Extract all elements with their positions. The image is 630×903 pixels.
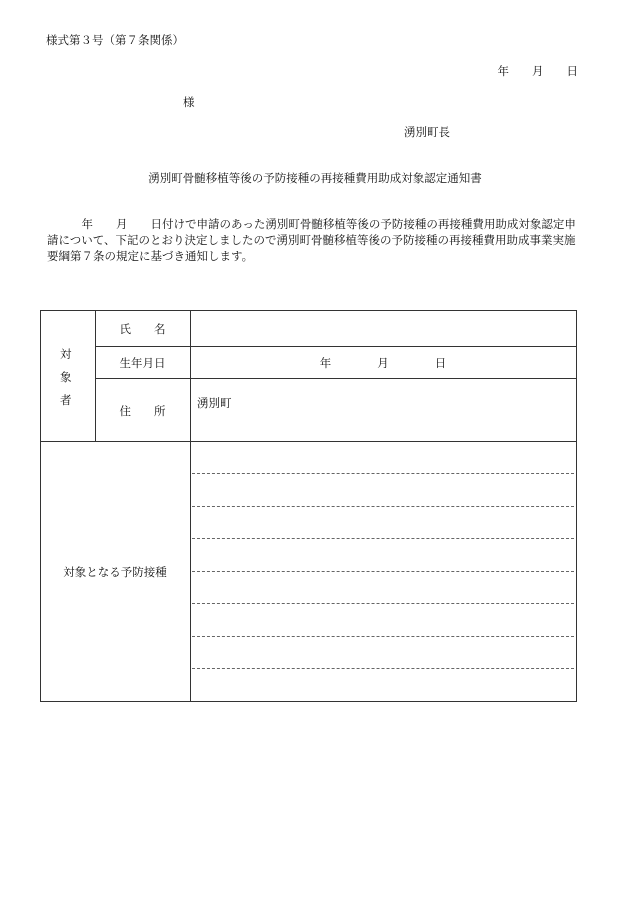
vaccination-entry-line bbox=[192, 603, 574, 604]
subject-table bbox=[40, 310, 577, 702]
birthdate-value: 年 月 日 bbox=[319, 356, 447, 370]
birthdate-label: 生年月日 bbox=[119, 356, 166, 370]
document-title: 湧別町骨髄移植等後の予防接種の再接種費用助成対象認定通知書 bbox=[148, 171, 482, 185]
issuer-name: 湧別町長 bbox=[404, 125, 450, 139]
notice-date: 年 月 日 bbox=[497, 64, 578, 78]
vaccination-entry-line bbox=[192, 538, 574, 539]
vaccination-entry-line bbox=[192, 506, 574, 507]
table-border-top bbox=[40, 310, 577, 311]
name-label: 氏 名 bbox=[119, 322, 166, 336]
vaccination-entry-line bbox=[192, 473, 574, 474]
vaccination-label: 対象となる予防接種 bbox=[63, 565, 167, 579]
form-number: 様式第３号（第７条関係） bbox=[46, 33, 184, 47]
vaccination-entry-line bbox=[192, 668, 574, 669]
table-border-bottom bbox=[40, 701, 577, 702]
address-label: 住 所 bbox=[119, 404, 166, 418]
subject-label-char-3: 者 bbox=[60, 393, 72, 407]
addressee-suffix: 様 bbox=[183, 95, 195, 109]
table-border-right bbox=[576, 310, 577, 702]
subject-label-char-2: 象 bbox=[60, 370, 72, 384]
table-row-divider-1 bbox=[95, 346, 577, 347]
vaccination-entry-line bbox=[192, 636, 574, 637]
table-border-left bbox=[40, 310, 41, 702]
subject-label-char-1: 対 bbox=[60, 347, 72, 361]
notice-body: 年 月 日付けで申請のあった湧別町骨髄移植等後の予防接種の再接種費用助成対象認定申請について、下記のとおり決定しましたので湧別町骨髄移植等後の予防接種の再接種費用助成事業実施要綱第７条の規定に基づき通知します。 bbox=[47, 217, 576, 263]
table-row-divider-2 bbox=[95, 378, 577, 379]
table-row-divider-3 bbox=[40, 441, 577, 442]
address-value: 湧別町 bbox=[197, 396, 232, 410]
vaccination-entry-line bbox=[192, 571, 574, 572]
